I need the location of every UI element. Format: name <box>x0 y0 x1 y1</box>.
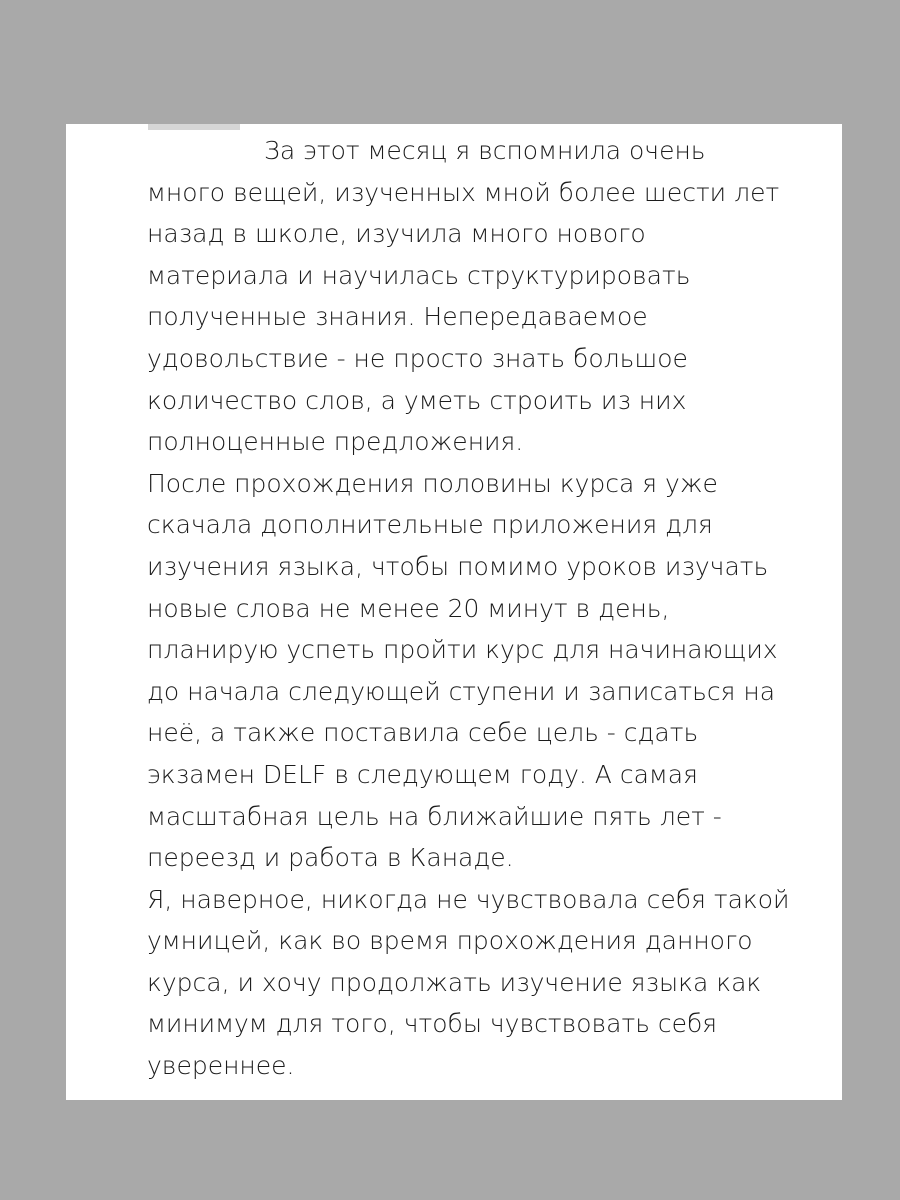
text-line: до начала следующей ступени и записаться на <box>147 676 776 706</box>
text-line: неё, а также поставила себе цель - сдать <box>147 718 699 748</box>
text-line: курса, и хочу продолжать изучение языка как <box>147 967 762 997</box>
text-line: изучения языка, чтобы помимо уроков изучать <box>147 551 769 581</box>
text-line: удовольствие - не просто знать большое <box>147 343 688 373</box>
text-line: скачала дополнительные приложения для <box>147 510 713 540</box>
text-line: назад в школе, изучила много нового <box>147 219 646 249</box>
text-line: полноценные предложения. <box>147 427 524 457</box>
text-line: планирую успеть пройти курс для начинающих <box>147 635 778 665</box>
text-line: Я, наверное, никогда не чувствовала себя такой <box>147 884 790 914</box>
text-line: количество слов, а уметь строить из них <box>147 385 687 415</box>
text-line: масштабная цель на ближайшие пять лет - <box>147 801 722 831</box>
text-line: увереннее. <box>147 1051 295 1081</box>
text-line: материала и научилась структурировать <box>147 260 691 290</box>
text-line: новые слова не менее 20 минут в день, <box>147 593 670 623</box>
text-line: полученные знания. Непередаваемое <box>147 302 648 332</box>
text-line: После прохождения половины курса я уже <box>147 468 718 498</box>
document-page <box>66 124 842 1100</box>
text-line: много вещей, изученных мной более шести лет <box>147 177 780 207</box>
document-text <box>147 130 837 1087</box>
text-line: экзамен DELF в следующем году. А самая <box>147 759 698 789</box>
text-line: За этот месяц я вспомнила очень <box>264 136 706 165</box>
text-line: переезд и работа в Канаде. <box>147 843 514 873</box>
text-line: умницей, как во время прохождения данного <box>147 926 753 956</box>
text-line: минимум для того, чтобы чувствовать себя <box>147 1009 718 1039</box>
